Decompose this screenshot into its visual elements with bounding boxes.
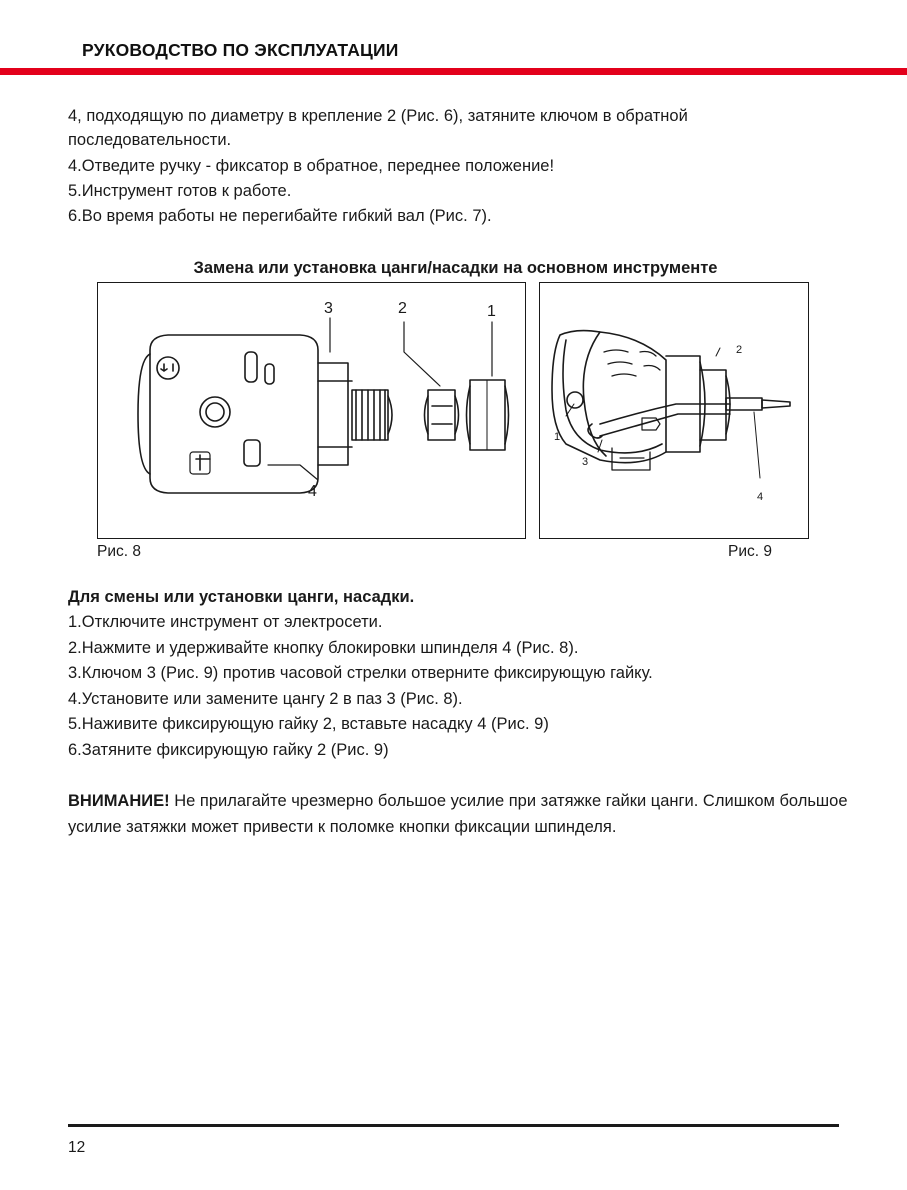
fig8-callout-3: 3 bbox=[324, 300, 333, 317]
top-list-item-6: 6.Во время работы не перегибайте гибкий вал (Рис. 7). bbox=[68, 207, 492, 225]
fig9-callout-1: 1 bbox=[554, 431, 561, 443]
fig9-callout-3: 3 bbox=[582, 456, 589, 468]
warning-text: Не прилагайте чрезмерно большое усилие при затяжке гайки цанги. Слишком большое усилие затяжки может привести к поломке кнопки фиксации шпинделя. bbox=[68, 792, 848, 836]
top-list-item-5: 5.Инструмент готов к работе. bbox=[68, 182, 292, 200]
instructions-heading: Для смены или установки цанги, насадки. bbox=[68, 588, 415, 606]
step-6: 6.Затяните фиксирующую гайку 2 (Рис. 9) bbox=[68, 740, 389, 759]
fig9-callout-4: 4 bbox=[757, 491, 764, 503]
step-1: 1.Отключите инструмент от электросети. bbox=[68, 613, 383, 631]
step-4: 4.Установите или замените цангу 2 в паз 3 (Рис. 8). bbox=[68, 689, 463, 708]
warning-label: ВНИМАНИЕ! bbox=[68, 792, 170, 810]
fig9-callout-2: 2 bbox=[736, 344, 743, 356]
intro-paragraph: 4, подходящую по диаметру в крепление 2 (Рис. 6), затяните ключом в обратной последовательности. bbox=[68, 107, 688, 149]
section-subheading: Замена или установка цанги/насадки на основном инструменте bbox=[193, 259, 718, 277]
instructions-block bbox=[68, 588, 858, 840]
figure-8-caption: Рис. 8 bbox=[97, 543, 141, 560]
figure-9-caption: Рис. 9 bbox=[728, 543, 772, 560]
step-2: 2.Нажмите и удерживайте кнопку блокировки шпинделя 4 (Рис. 8). bbox=[68, 638, 579, 657]
instructions-steps bbox=[68, 610, 858, 763]
warning-paragraph bbox=[68, 789, 858, 840]
footer-rule bbox=[68, 1124, 839, 1127]
fig8-callout-2: 2 bbox=[398, 300, 407, 317]
step-3: 3.Ключом 3 (Рис. 9) против часовой стрелки отверните фиксирующую гайку. bbox=[68, 664, 653, 682]
step-5: 5.Наживите фиксирующую гайку 2, вставьте насадку 4 (Рис. 9) bbox=[68, 715, 549, 733]
page-number: 12 bbox=[68, 1139, 86, 1156]
header-title: РУКОВОДСТВО ПО ЭКСПЛУАТАЦИИ bbox=[82, 40, 399, 60]
fig8-callout-4: 4 bbox=[308, 483, 317, 500]
fig8-callout-1: 1 bbox=[487, 303, 496, 320]
top-list-item-4: 4.Отведите ручку - фиксатор в обратное, переднее положение! bbox=[68, 157, 555, 175]
